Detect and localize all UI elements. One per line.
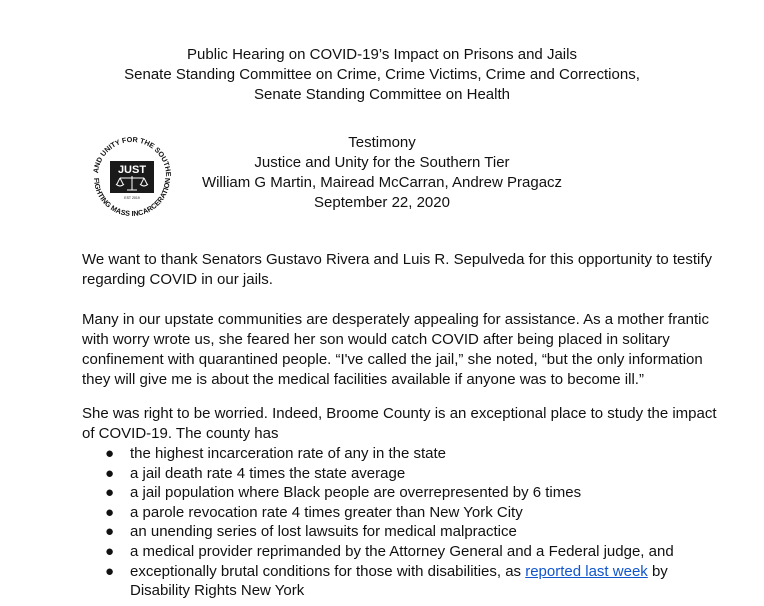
broome-county-facts-list: [82, 444, 722, 601]
testimony-organization: Justice and Unity for the Southern Tier: [254, 154, 510, 171]
paragraph-mother-quote: Many in our upstate communities are desperately appealing for assistance. As a mother frantic with worry wrote us, she feared her son would catch COVID after being placed in solitary confinement with quarantined people. “I've called the jail,” she noted, “but the only information they will give me is about the medical facilities available if anyone was to become ill.”: [82, 311, 709, 388]
bullet-icon: ●: [105, 484, 115, 502]
list-item-text: a jail death rate 4 times the state average: [130, 464, 406, 482]
list-item: [82, 464, 722, 484]
bullet-icon: ●: [105, 445, 115, 462]
logo-center-text: JUST: [117, 164, 147, 176]
list-item: [82, 562, 722, 601]
testimony-header: [0, 133, 764, 213]
bullet-icon: ●: [105, 562, 115, 580]
reported-last-week-link[interactable]: reported last week: [525, 562, 648, 580]
list-item: [82, 444, 722, 464]
list-item-text-before-link: exceptionally brutal conditions for those with disabilities, as: [130, 562, 526, 580]
testimony-authors: William G Martin, Mairead McCarran, Andrew Pragacz: [201, 174, 563, 191]
bullet-icon: ●: [105, 542, 115, 560]
testimony-heading: Testimony: [348, 134, 416, 151]
list-item-text-after-link: by Disability Rights New York: [130, 562, 668, 600]
logo-top-arc-text: AND UNITY FOR THE SOUTHE: [91, 134, 174, 177]
list-item-text: the highest incarceration rate of any in the state: [130, 445, 447, 462]
hearing-title-line-2: Senate Standing Committee on Crime, Crime Victims, Crime and Corrections,: [124, 66, 640, 83]
paragraph-thanks: We want to thank Senators Gustavo Rivera and Luis R. Sepulveda for this opportunity to testify regarding COVID in our jails.: [82, 251, 713, 288]
list-item: [82, 503, 722, 523]
bullet-icon: ●: [105, 523, 115, 541]
list-item: [82, 522, 722, 542]
list-item-text: a parole revocation rate 4 times greater than New York City: [130, 503, 523, 521]
hearing-title-line-1: Public Hearing on COVID-19’s Impact on Prisons and Jails: [187, 46, 577, 63]
bullet-icon: ●: [105, 464, 115, 482]
paragraph-broome-county: She was right to be worried. Indeed, Broome County is an exceptional place to study the impact of COVID-19. The county has: [82, 405, 717, 442]
logo-bottom-arc-text: FIGHTING MASS INCARCERATION: [91, 177, 173, 219]
list-item: [82, 542, 722, 562]
list-item-text: an unending series of lost lawsuits for medical malpractice: [130, 523, 517, 541]
list-item: [82, 483, 722, 503]
list-item-text: a medical provider reprimanded by the Attorney General and a Federal judge, and: [130, 542, 674, 560]
list-item-text: a jail population where Black people are overrepresented by 6 times: [130, 484, 582, 502]
hearing-title-line-3: Senate Standing Committee on Health: [254, 86, 510, 103]
testimony-date: September 22, 2020: [314, 194, 450, 211]
bullet-icon: ●: [105, 503, 115, 521]
logo-small-text: EST 2019: [124, 196, 140, 200]
hearing-title: [0, 45, 764, 105]
